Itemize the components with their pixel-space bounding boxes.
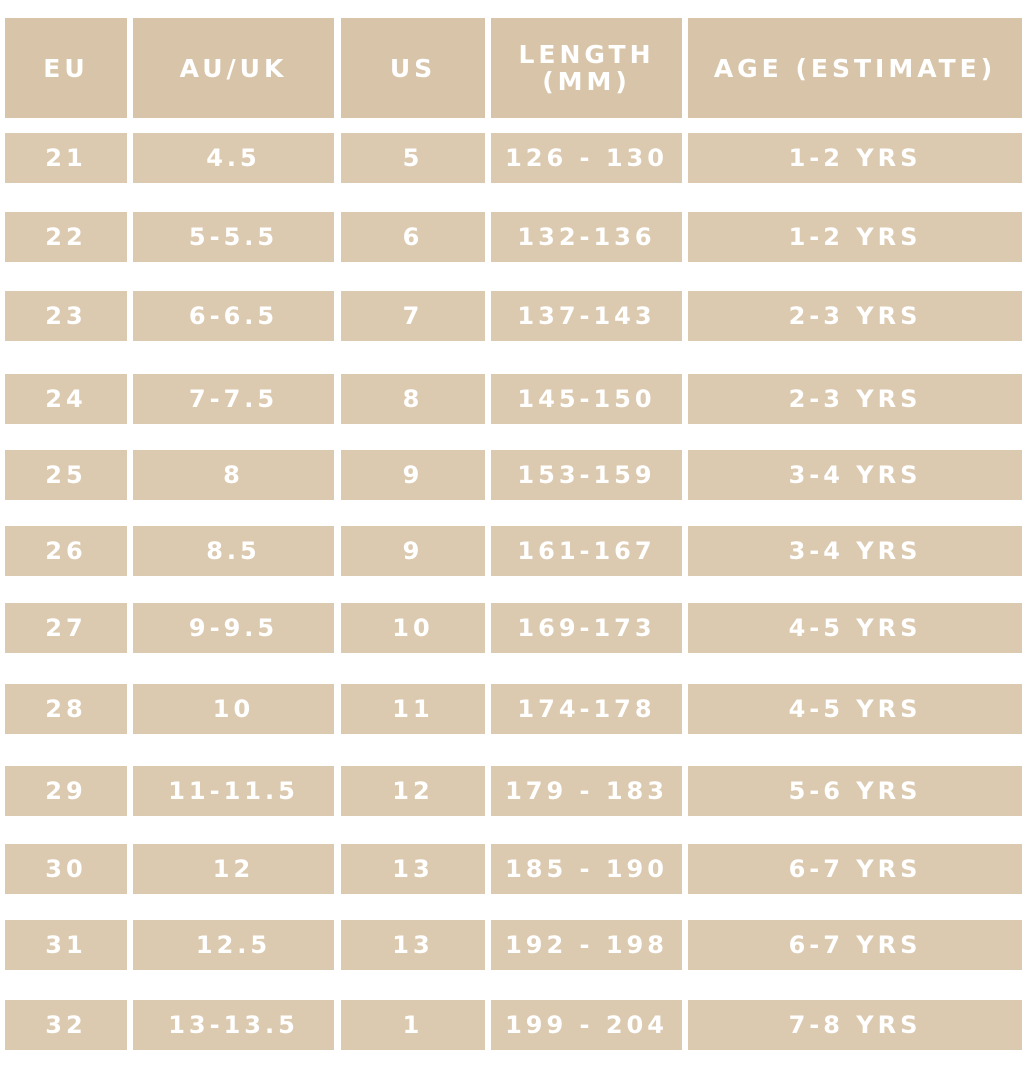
header-length-mm bbox=[491, 18, 682, 118]
cell-age-estimate: 6-7 YRS bbox=[688, 920, 1022, 970]
cell-au-uk: 11-11.5 bbox=[133, 766, 334, 816]
cell-eu: 21 bbox=[5, 133, 127, 183]
cell-au-uk: 5-5.5 bbox=[133, 212, 334, 262]
cell-age-estimate: 1-2 YRS bbox=[688, 133, 1022, 183]
cell-age-estimate: 5-6 YRS bbox=[688, 766, 1022, 816]
header-age-estimate-label: AGE (ESTIMATE) bbox=[713, 53, 997, 83]
cell-au-uk: 8 bbox=[133, 450, 334, 500]
cell-length-mm: 137-143 bbox=[491, 291, 682, 341]
cell-us: 10 bbox=[341, 603, 485, 653]
cell-au-uk: 8.5 bbox=[133, 526, 334, 576]
cell-au-uk: 6-6.5 bbox=[133, 291, 334, 341]
cell-eu: 26 bbox=[5, 526, 127, 576]
cell-eu: 22 bbox=[5, 212, 127, 262]
cell-us: 6 bbox=[341, 212, 485, 262]
cell-us: 7 bbox=[341, 291, 485, 341]
cell-length-mm: 126 - 130 bbox=[491, 133, 682, 183]
cell-age-estimate: 2-3 YRS bbox=[688, 374, 1022, 424]
header-eu bbox=[5, 18, 127, 118]
cell-us: 1 bbox=[341, 1000, 485, 1050]
cell-au-uk: 13-13.5 bbox=[133, 1000, 334, 1050]
header-eu-label: EU bbox=[43, 53, 89, 83]
cell-length-mm: 132-136 bbox=[491, 212, 682, 262]
cell-eu: 30 bbox=[5, 844, 127, 894]
cell-length-mm: 169-173 bbox=[491, 603, 682, 653]
header-us-label: US bbox=[389, 53, 437, 83]
cell-us: 9 bbox=[341, 450, 485, 500]
cell-au-uk: 7-7.5 bbox=[133, 374, 334, 424]
header-age-estimate bbox=[688, 18, 1022, 118]
cell-au-uk: 4.5 bbox=[133, 133, 334, 183]
cell-length-mm: 153-159 bbox=[491, 450, 682, 500]
cell-length-mm: 145-150 bbox=[491, 374, 682, 424]
cell-age-estimate: 3-4 YRS bbox=[688, 450, 1022, 500]
cell-eu: 31 bbox=[5, 920, 127, 970]
cell-us: 12 bbox=[341, 766, 485, 816]
header-length-mm-label: LENGTH bbox=[518, 40, 655, 69]
cell-length-mm: 185 - 190 bbox=[491, 844, 682, 894]
cell-age-estimate: 6-7 YRS bbox=[688, 844, 1022, 894]
cell-age-estimate: 4-5 YRS bbox=[688, 603, 1022, 653]
cell-eu: 28 bbox=[5, 684, 127, 734]
cell-length-mm: 192 - 198 bbox=[491, 920, 682, 970]
cell-us: 13 bbox=[341, 920, 485, 970]
cell-au-uk: 10 bbox=[133, 684, 334, 734]
cell-eu: 23 bbox=[5, 291, 127, 341]
cell-eu: 29 bbox=[5, 766, 127, 816]
cell-age-estimate: 3-4 YRS bbox=[688, 526, 1022, 576]
cell-age-estimate: 2-3 YRS bbox=[688, 291, 1022, 341]
cell-eu: 25 bbox=[5, 450, 127, 500]
cell-au-uk: 12 bbox=[133, 844, 334, 894]
cell-length-mm: 174-178 bbox=[491, 684, 682, 734]
header-us bbox=[341, 18, 485, 118]
cell-age-estimate: 1-2 YRS bbox=[688, 212, 1022, 262]
header-au-uk-label: AU/UK bbox=[179, 53, 288, 83]
cell-age-estimate: 4-5 YRS bbox=[688, 684, 1022, 734]
cell-eu: 24 bbox=[5, 374, 127, 424]
cell-us: 5 bbox=[341, 133, 485, 183]
header-length-mm-label: (MM) bbox=[542, 67, 631, 96]
cell-us: 9 bbox=[341, 526, 485, 576]
cell-us: 13 bbox=[341, 844, 485, 894]
cell-length-mm: 179 - 183 bbox=[491, 766, 682, 816]
cell-length-mm: 199 - 204 bbox=[491, 1000, 682, 1050]
cell-eu: 32 bbox=[5, 1000, 127, 1050]
cell-au-uk: 9-9.5 bbox=[133, 603, 334, 653]
cell-age-estimate: 7-8 YRS bbox=[688, 1000, 1022, 1050]
header-au-uk bbox=[133, 18, 334, 118]
cell-au-uk: 12.5 bbox=[133, 920, 334, 970]
cell-length-mm: 161-167 bbox=[491, 526, 682, 576]
cell-us: 8 bbox=[341, 374, 485, 424]
cell-eu: 27 bbox=[5, 603, 127, 653]
cell-us: 11 bbox=[341, 684, 485, 734]
